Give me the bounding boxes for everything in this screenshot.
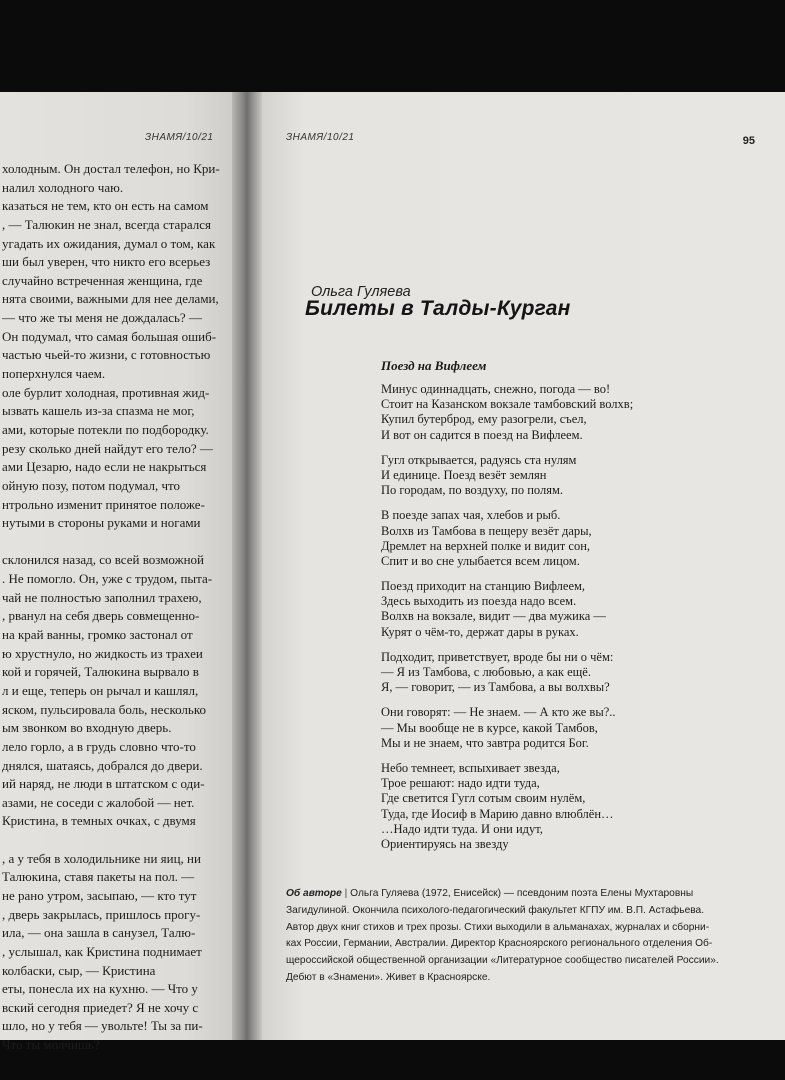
poem-line: В поезде запах чая, хлебов и рыб.	[381, 508, 561, 523]
prose-line	[0, 533, 232, 552]
poem-line: Купил бутерброд, ему разогрели, съел,	[381, 412, 587, 427]
prose-line: налил холодного чаю.	[2, 179, 124, 195]
prose-line: чай не полностью заполнил трахею,	[2, 589, 202, 605]
prose-line: лело горло, а в грудь словно что-то	[2, 738, 196, 754]
prose-line: еты, понесла их на кухню. — Что у	[2, 981, 198, 997]
prose-line: оле бурлит холодная, противная жид-	[2, 384, 210, 400]
poem-line: И единице. Поезд везёт землян	[381, 467, 547, 482]
about-line: Дебют в «Знамени». Живет в Красноярске.	[286, 971, 491, 983]
poem-title: Поезд на Вифлеем	[381, 358, 487, 373]
poem-line: Здесь выходить из поезда надо всем.	[381, 594, 577, 609]
prose-line: днялся, шатаясь, добрался до двери.	[2, 757, 203, 773]
prose-line: , рванул на себя дверь совмещенно-	[2, 608, 200, 624]
prose-line: — что же ты меня не дождалась? —	[2, 310, 202, 326]
left-page-text	[0, 160, 232, 1055]
prose-line: кой и горячей, Талюкина вырвало в	[2, 664, 199, 680]
prose-line: Он подумал, что самая большая ошиб-	[2, 328, 217, 344]
page-number: 95	[742, 135, 755, 147]
poem-line: И вот он садится в поезд на Вифлеем.	[381, 427, 583, 442]
about-first-line	[286, 886, 776, 903]
prose-line: ами Цезарю, надо если не накрыться	[2, 459, 207, 475]
prose-line: л и еще, теперь он рычал и кашлял,	[2, 682, 199, 698]
poem-line: Поезд приходит на станцию Вифлеем,	[381, 579, 586, 594]
right-running-head: ЗНАМЯ/10/21	[286, 132, 355, 143]
prose-line: Кристина, в темных очках, с двумя	[2, 813, 196, 829]
poem-line: …Надо идти туда. И они идут,	[381, 821, 543, 836]
poem-line: Трое решают: надо идти туда,	[381, 776, 540, 791]
poem-line: Небо темнеет, вспыхивает звезда,	[381, 760, 560, 775]
poem-line: — Я из Тамбова, с любовью, а как ещё.	[381, 665, 591, 679]
prose-line: нтрольно изменит принятое положе-	[2, 496, 205, 512]
prose-line: , услышал, как Кристина поднимает	[2, 943, 202, 959]
prose-line: резу сколько дней найдут его тело? —	[2, 440, 213, 456]
poem-body	[381, 382, 771, 862]
prose-line	[0, 831, 232, 850]
prose-line: случайно встреченная женщина, где	[2, 272, 203, 288]
prose-line: ызвать кашель из-за спазма не мог,	[2, 403, 195, 419]
about-line: щероссийской общественной организации «Литературное сообщество писателей России».	[286, 955, 719, 967]
about-author	[286, 886, 776, 987]
about-line: Загидулиной. Окончила психолого-педагогический факультет КГПУ им. В.П. Астафьева.	[286, 904, 705, 916]
prose-line: казаться не тем, кто он есть на самом	[2, 198, 209, 214]
prose-line: поперхнулся чаем.	[2, 366, 106, 382]
prose-line: ойную позу, потом подумал, что	[2, 477, 181, 493]
left-page	[0, 92, 232, 1053]
prose-line: шло, но у тебя — увольте! Ты за пи-	[2, 1018, 203, 1034]
prose-line: ий наряд, не люди в штатском с оди-	[2, 776, 205, 792]
about-line: ках России, Германии, Австралии. Директор Красноярского регионального отделения Об-	[286, 938, 713, 950]
author-name: Ольга Гуляева	[311, 284, 411, 300]
poem-line: Стоит на Казанском вокзале тамбовский волхв;	[381, 397, 634, 412]
right-page	[262, 92, 785, 1040]
prose-line: Талюкина, ставя пакеты на пол. —	[2, 869, 195, 885]
poem-line: Дремлет на верхней полке и видит сон,	[381, 538, 591, 553]
poem-stanza	[381, 508, 771, 569]
about-separator: |	[344, 888, 348, 899]
poem-stanza	[381, 650, 771, 696]
poem-line: Где светится Гугл сотым своим нулём,	[381, 791, 586, 806]
prose-line: яском, пульсировала боль, несколько	[2, 701, 207, 717]
prose-line: ши был уверен, что никто его всерьез	[2, 254, 211, 270]
book-gutter	[232, 92, 262, 1040]
poem-line: Волхв из Тамбова в пещеру везёт дары,	[381, 523, 592, 538]
poem-line: По городам, по воздуху, по полям.	[381, 483, 564, 498]
prose-line: , — Талюкин не знал, всегда старался	[2, 216, 211, 232]
prose-line: . Не помогло. Он, уже с трудом, пыта-	[2, 571, 213, 587]
prose-line: ила, — она зашла в санузел, Талю-	[2, 925, 196, 941]
poem-stanza	[381, 579, 771, 640]
prose-line: азами, не соседи с жалобой — нет.	[2, 794, 195, 810]
poem-line: Туда, где Иосиф в Марию давно влюблён…	[381, 806, 614, 821]
prose-line: холодным. Он достал телефон, но Кри-	[2, 161, 220, 176]
poem-line: — Мы вообще не в курсе, какой Тамбов,	[381, 720, 598, 735]
prose-line: , а у тебя в холодильнике ни яиц, ни	[2, 850, 201, 866]
poem-line: Я, — говорит, — из Тамбова, а вы волхвы?	[381, 680, 610, 695]
prose-line: ю хрустнуло, но жидкость из трахеи	[2, 645, 203, 661]
poem-line: Спит и во сне улыбается всем лицом.	[381, 553, 580, 568]
about-line: Ольга Гуляева (1972, Енисейск) — псевдоним поэта Елены Мухтаровны	[350, 888, 694, 899]
prose-line: колбаски, сыр, — Кристина	[2, 962, 156, 978]
publication-title: Билеты в Талды-Курган	[305, 297, 571, 320]
poem-stanza	[381, 382, 771, 443]
poem-stanza	[381, 705, 771, 751]
prose-line: вский сегодня приедет? Я не хочу с	[2, 999, 199, 1015]
prose-line: , дверь закрылась, пришлось прогу-	[2, 906, 201, 922]
poem-stanza	[381, 453, 771, 499]
about-line: Автор двух книг стихов и трех прозы. Стихи выходили в альманахах, журналах и сборни-	[286, 921, 710, 933]
prose-line: частью чьей-то жизни, с готовностью	[2, 347, 211, 363]
prose-line: склонился назад, со всей возможной	[2, 552, 205, 568]
prose-line: ым звонком во входную дверь.	[2, 720, 172, 736]
poem-line: Они говорят: — Не знаем. — А кто же вы?..	[381, 705, 616, 720]
poem-line: Волхв на вокзале, видит — два мужика —	[381, 609, 606, 624]
poem-line: Подходит, приветствует, вроде бы ни о чём:	[381, 649, 614, 664]
prose-line: угадать их ожидания, думал о том, как	[2, 235, 216, 251]
prose-line: нутыми в стороны руками и ногами	[2, 515, 201, 531]
poem-line: Мы и не знаем, что завтра родится Бог.	[381, 735, 589, 750]
poem-stanza	[381, 761, 771, 852]
prose-line: нята своими, важными для нее делами,	[2, 291, 219, 307]
about-label: Об авторе	[286, 888, 342, 899]
poem-line: Гугл открывается, радуясь ста нулям	[381, 452, 577, 467]
left-running-head: ЗНАМЯ/10/21	[145, 132, 214, 143]
prose-line: не рано утром, засыпаю, — кто тут	[2, 887, 197, 903]
prose-line: Что ты молчишь?	[2, 1037, 100, 1053]
poem-line: Минус одиннадцать, снежно, погода — во!	[381, 382, 611, 396]
poem-line: Курят о чём-то, держат дары в руках.	[381, 624, 579, 639]
prose-line: ами, которые потекли по подбородку.	[2, 421, 209, 437]
poem-line: Ориентируясь на звезду	[381, 836, 509, 851]
prose-line: на край ванны, громко застонал от	[2, 627, 193, 643]
